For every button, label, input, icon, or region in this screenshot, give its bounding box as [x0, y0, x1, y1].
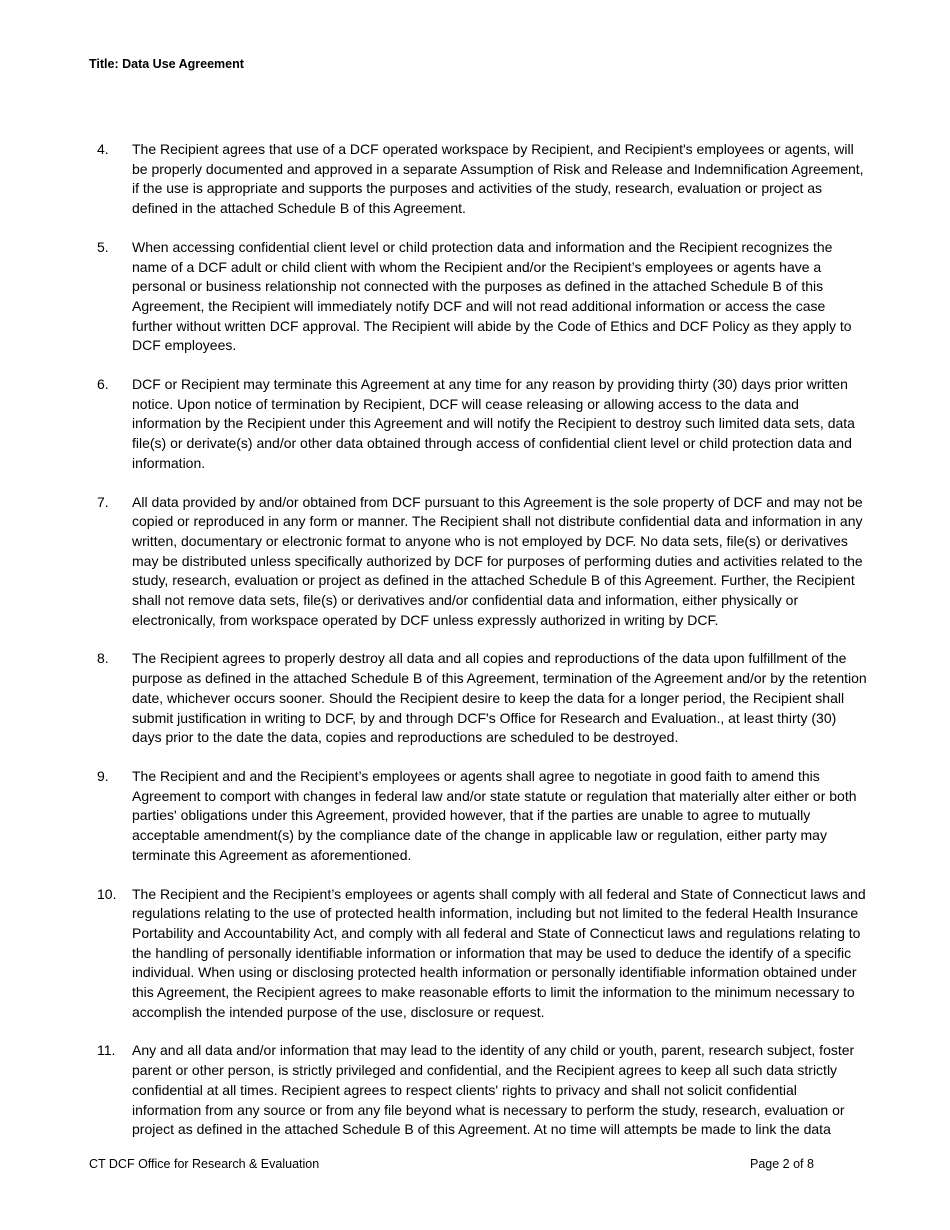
clause-number: 7.	[97, 493, 109, 510]
clause-number: 5.	[97, 238, 109, 255]
clause-item	[0, 1041, 950, 1140]
clause-item	[0, 238, 950, 356]
clause-number: 10.	[97, 885, 117, 902]
clause-text: The Recipient and the Recipient’s employees or agents shall comply with all federal and State of Connecticut laws and regulations relating to the use of protected health information, including but not limited to the federal Health Insurance Portability and Accountability Act, and comply with all federal and State of Connecticut laws and regulations relating to the handling of personally identifiable information or information that may be used to deduce the identify of a specific individual. When using or disclosing protected health information or personally identifiable information obtained under this Agreement, the Recipient agrees to make reasonable efforts to limit the information to the minimum necessary to accomplish the intended purpose of the use, disclosure or request.	[132, 885, 866, 1020]
clause-text: DCF or Recipient may terminate this Agreement at any time for any reason by providing thirty (30) days prior written notice. Upon notice of termination by Recipient, DCF will cease releasing or allowing access to the data and information by the Recipient under this Agreement and will notify the Recipient to destroy such limited data sets, data file(s) or derivate(s) and/or other data obtained through access of confidential client level or child protection data and information.	[132, 376, 855, 471]
clause-item	[0, 767, 950, 866]
agreement-clauses	[0, 140, 950, 1159]
clause-item	[0, 885, 950, 1023]
footer-office-name: CT DCF Office for Research & Evaluation	[89, 1157, 320, 1171]
clause-number: 4.	[97, 141, 109, 157]
clause-text: The Recipient agrees to properly destroy all data and all copies and reproductions of the data upon fulfillment of the purpose as defined in the attached Schedule B of this Agreement, termination of the Agreement and/or by the retention date, whichever occurs sooner. Should the Recipient desire to keep the data for a longer period, the Recipient shall submit justification in writing to DCF, by and through DCF's Office for Research and Evaluation., at least thirty (30) days prior to the date the data, copies and reproductions are scheduled to be destroyed.	[132, 650, 867, 746]
clause-text: All data provided by and/or obtained from DCF pursuant to this Agreement is the sole property of DCF and may not be copied or reproduced in any form or manner. The Recipient shall not distribute confidential data and information in any written, documentary or electronic format to anyone who is not employed by DCF. No data sets, file(s) or derivatives may be distributed unless specifically authorized by DCF for purposes of performing duties and activities related to the study, research, evaluation or project as defined in the attached Schedule B of this Agreement. Further, the Recipient shall not remove data sets, file(s) or derivatives and/or confidential data and information, either physically or electronically, from workspace operated by DCF unless expressly authorized in writing by DCF.	[132, 493, 863, 628]
clause-number: 8.	[97, 650, 109, 667]
clause-number: 9.	[97, 767, 109, 784]
clause-text: The Recipient and and the Recipient’s employees or agents shall agree to negotiate in good faith to amend this Agreement to comport with changes in federal law and/or state statute or regulation that materially alter either or both parties' obligations under this Agreement, provided however, that if the parties are unable to agree to mutually acceptable amendment(s) by the compliance date of the change in applicable law or regulation, either party may terminate this Agreement as aforementioned.	[132, 767, 857, 863]
clause-item	[0, 375, 950, 474]
clause-item	[0, 649, 950, 748]
clause-text: Any and all data and/or information that may lead to the identity of any child or youth, parent, research subject, foster parent or other person, is strictly privileged and confidential, and the Recipient agrees to keep all such data strictly confidential at all times. Recipient agrees to respect clients' rights to privacy and shall not solicit confidential information from any source or from any file beyond what is necessary to perform the study, research, evaluation or project as defined in the attached Schedule B of this Agreement. At no time will attempts be made to link the data	[132, 1042, 855, 1138]
document-title: Title: Data Use Agreement	[89, 57, 244, 71]
clause-text: When accessing confidential client level or child protection data and information and the Recipient recognizes the name of a DCF adult or child client with whom the Recipient and/or the Recipient’s employees or agents have a personal or business relationship not connected with the purposes as defined in the attached Schedule B of this Agreement, the Recipient will immediately notify DCF and will not read additional information or access the case further without written DCF approval. The Recipient will abide by the Code of Ethics and DCF Policy as they apply to DCF employees.	[132, 238, 852, 354]
footer-page-number: Page 2 of 8	[750, 1157, 814, 1171]
clause-number: 6.	[97, 376, 109, 393]
clause-text: The Recipient agrees that use of a DCF operated workspace by Recipient, and Recipient's employees or agents, will be properly documented and approved in a separate Assumption of Risk and Release and Indemnification Agreement, if the use is appropriate and supports the purposes and activities of the study, research, evaluation or project as defined in the attached Schedule B of this Agreement.	[132, 141, 864, 217]
clause-item	[0, 493, 950, 631]
clause-item	[0, 140, 950, 219]
clause-number: 11.	[97, 1042, 116, 1059]
